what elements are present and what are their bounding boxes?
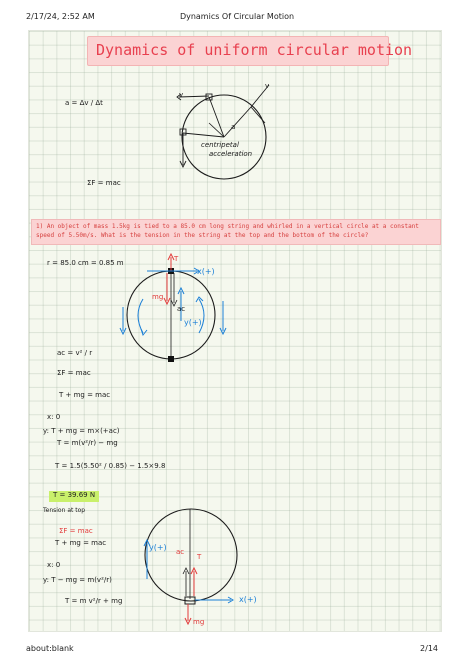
bottom-force-equation: T + mg = mac <box>55 539 107 547</box>
print-page-number: 2/14 <box>420 644 438 653</box>
sum-force-line: ΣF = mac <box>57 369 91 377</box>
title-banner <box>87 36 413 66</box>
print-footer <box>0 640 474 660</box>
y-axis-label-bottom: y(+) <box>149 543 167 552</box>
weight-label-top: mg <box>152 293 164 301</box>
tension-top-answer-text: T = 39.69 N <box>53 491 96 499</box>
vertical-circle-diagram-bottom <box>137 499 247 619</box>
top-force-equation: T + mg = mac <box>59 391 111 399</box>
ac-label-bottom: ac <box>176 548 185 556</box>
x-axis-label-bottom: x(+) <box>239 595 257 604</box>
tension-top-answer <box>49 491 99 502</box>
velocity-label-1: v <box>179 91 184 99</box>
print-datetime: 2/17/24, 2:52 AM <box>26 12 95 21</box>
radius-line: r = 85.0 cm = 0.85 m <box>47 259 124 267</box>
x-component-zero-2: x: 0 <box>47 561 61 569</box>
caption-acceleration: acceleration <box>209 150 253 158</box>
velocity-label-2: v <box>265 82 270 90</box>
note-page <box>28 30 442 632</box>
tension-label-top: T <box>174 255 179 263</box>
problem-banner <box>31 219 441 245</box>
print-header <box>0 0 474 28</box>
tension-calculation: T = 1.5(5.50² / 0.85) − 1.5×9.8 <box>55 462 166 470</box>
tension-label-bottom: T <box>197 553 202 561</box>
y-bottom-equation: y: T − mg = m(v²/r) <box>43 576 112 584</box>
page-title: Dynamics of uniform circular motion <box>96 41 413 59</box>
caption-centripetal: centripetal <box>201 141 239 149</box>
problem-statement: 1) An object of mass 1.5kg is tied to a 85.0 cm long string and whirled in a vertical circle at a constant speed of 5.50m/s. What is the tension in the string at the top and the bottom of the circle? <box>36 223 419 239</box>
x-axis-label-top: x(+) <box>197 267 215 276</box>
newton-second-law: ΣF = mac <box>87 179 121 187</box>
centripetal-accel-definition: ac = v² / r <box>57 349 93 357</box>
accel-label: a <box>231 123 236 131</box>
tension-at-top-note: Tension at top <box>43 507 86 514</box>
weight-label-bottom: mg <box>193 618 205 626</box>
print-doc-title: Dynamics Of Circular Motion <box>179 12 295 21</box>
print-url: about:blank <box>26 644 74 653</box>
velocity-circle-diagram <box>169 83 279 193</box>
sum-force-line-2: ΣF = mac <box>59 527 93 535</box>
accel-formula: a = Δv / Δt <box>65 99 103 107</box>
tension-bottom-equation: T = m v²/r + mg <box>65 597 123 605</box>
y-component-equation: y: T + mg = m×(+ac) <box>43 427 120 435</box>
tension-rearranged: T = m(v²/r) − mg <box>57 439 118 447</box>
ac-label-top: ac <box>177 305 186 313</box>
x-component-zero: x: 0 <box>47 413 61 421</box>
y-axis-label-top: y(+) <box>184 318 202 327</box>
